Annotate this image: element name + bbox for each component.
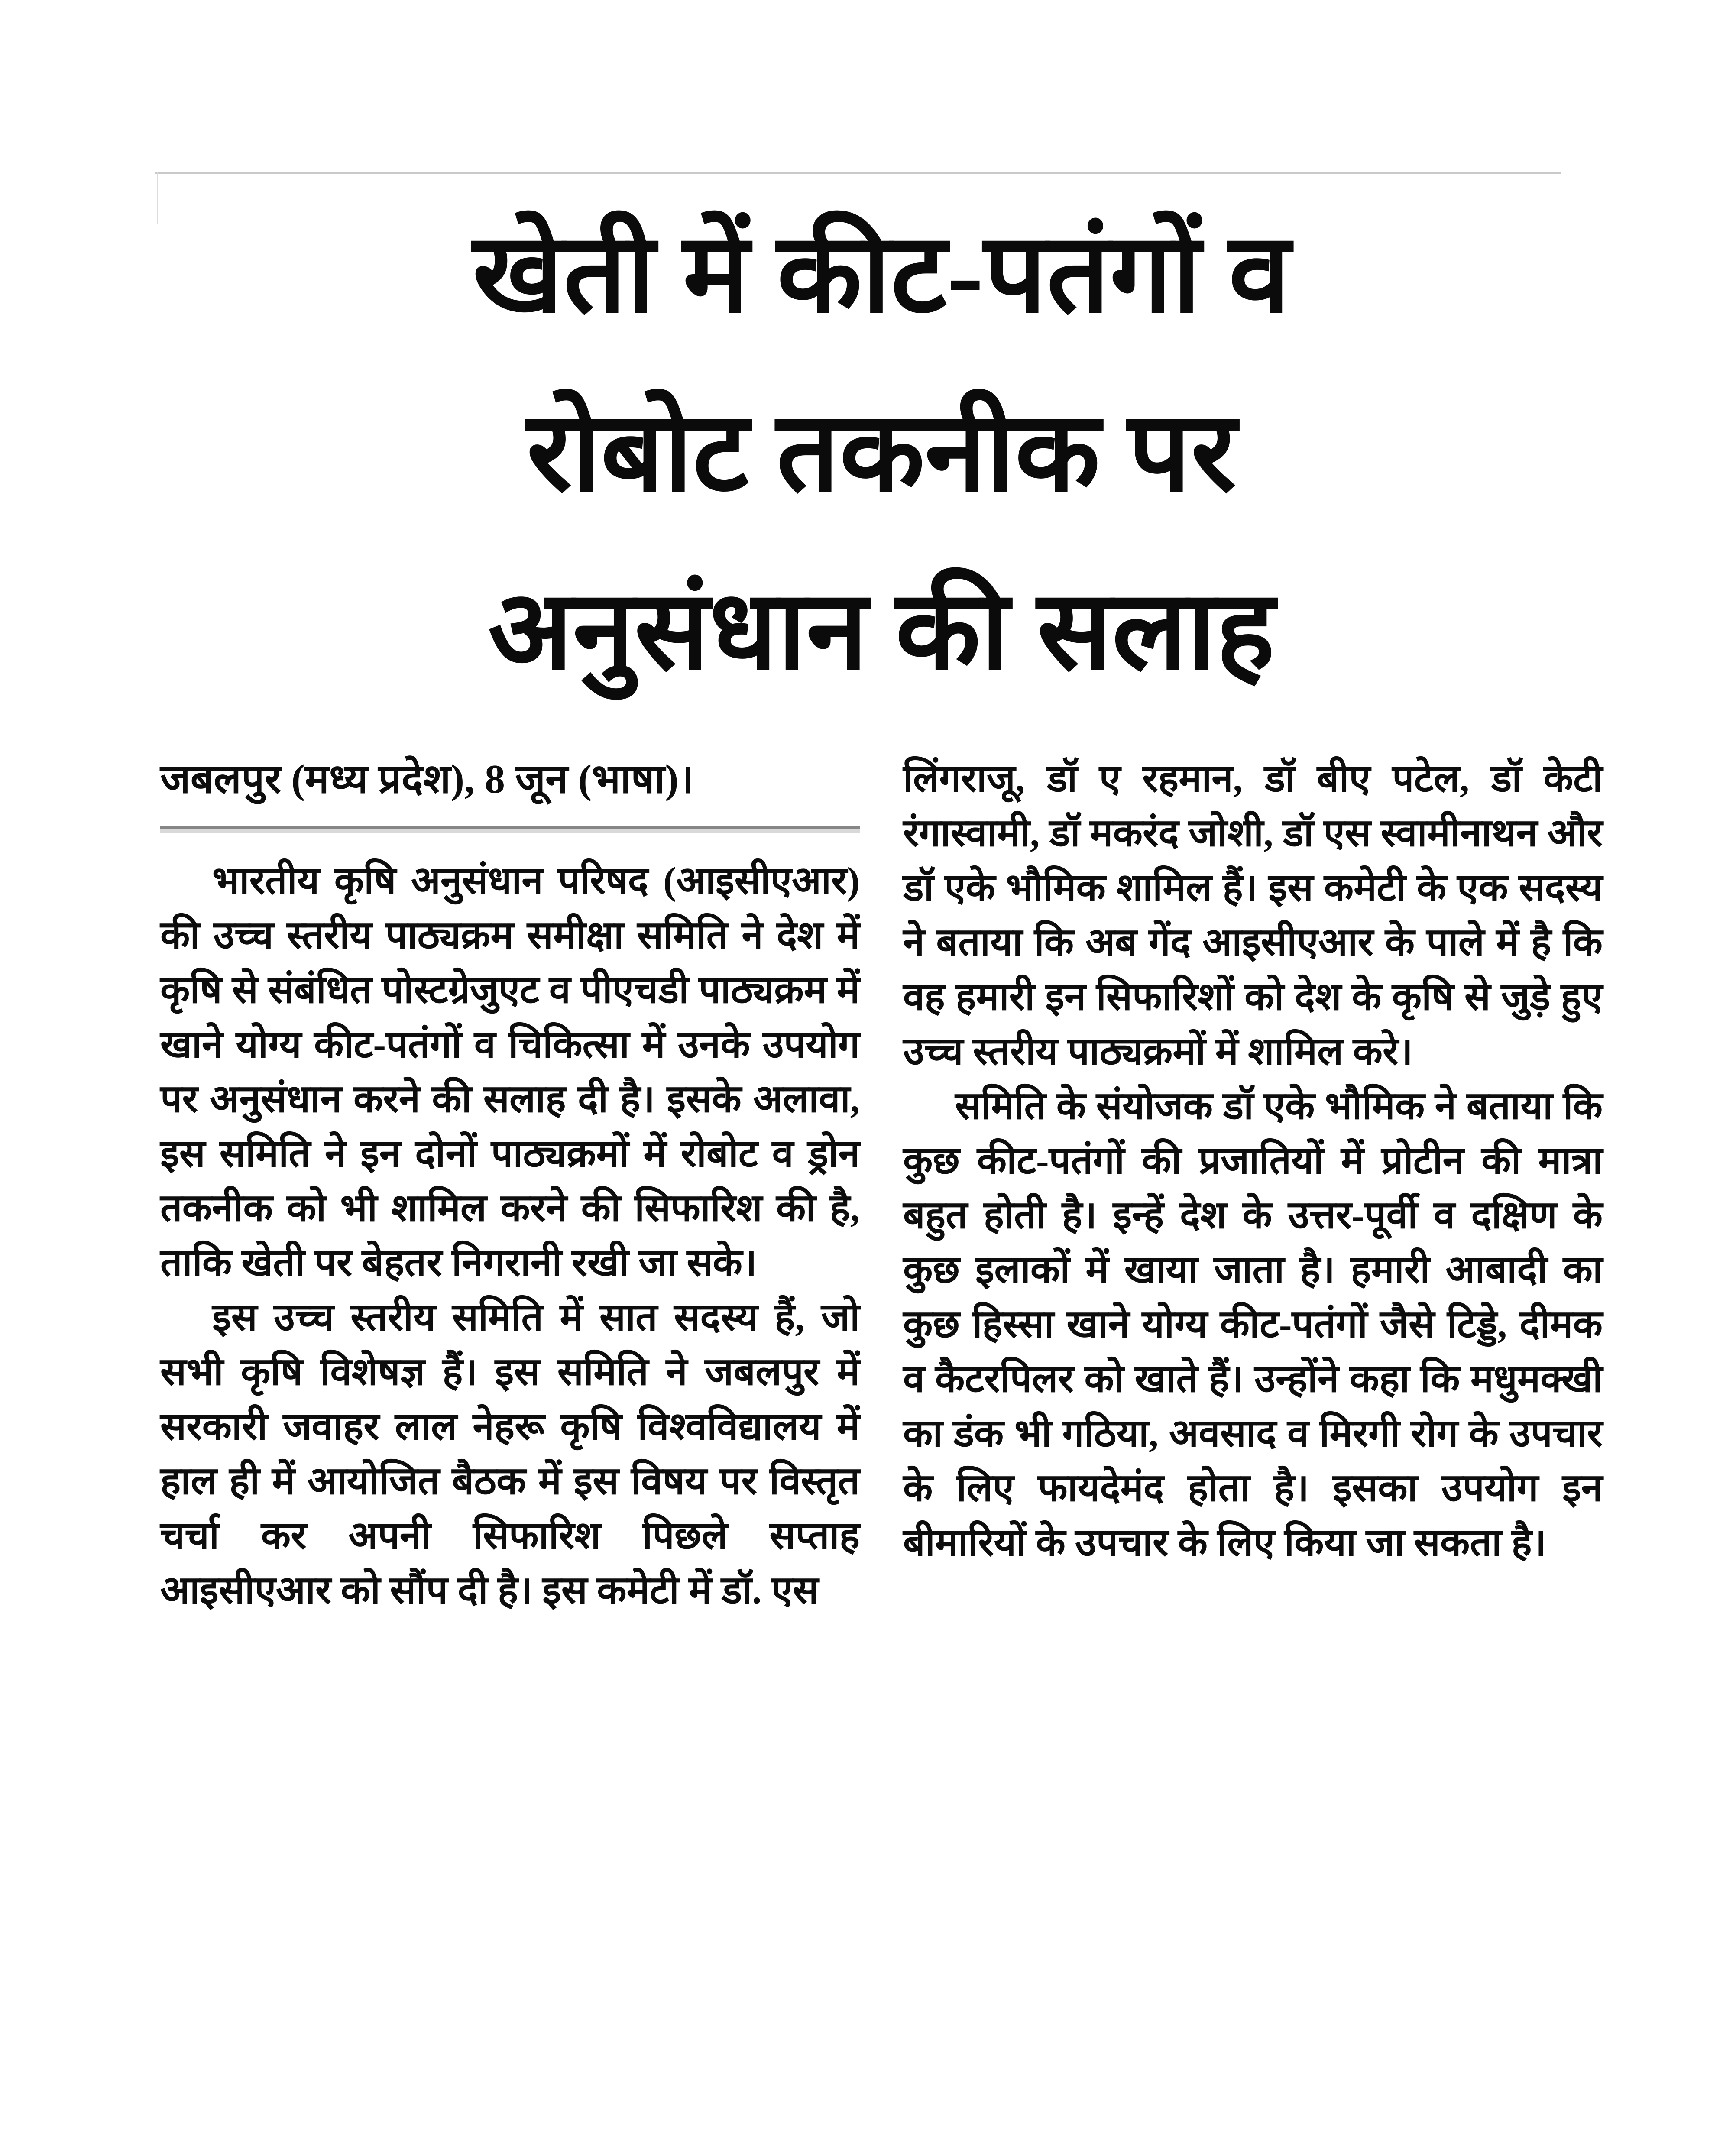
- scan-edge-top-line: [155, 172, 1561, 174]
- headline-line-3: अनुसंधान की सलाह: [488, 570, 1275, 693]
- right-paragraph-1: लिंगराजू, डॉ ए रहमान, डॉ बीए पटेल, डॉ केटी रंगास्वामी, डॉ मकरंद जोशी, डॉ एस स्वामीनाथन और डॉ एके भौमिक शामिल हैं। इस कमेटी के एक सदस्य ने बताया कि अब गेंद आइसीएआर के पाले में है कि वह हमारी इन सिफारिशों को देश के कृषि से जुड़े हुए उच्च स्तरीय पाठ्यक्रमों में शामिल करे।: [903, 758, 1603, 1073]
- article-columns: [160, 752, 1603, 1618]
- dateline: जबलपुर (मध्य प्रदेश), 8 जून (भाषा)।: [160, 757, 694, 802]
- article-headline: [160, 185, 1603, 721]
- column-right: [903, 752, 1603, 1618]
- dateline-separator-rule: [160, 826, 860, 833]
- left-paragraph-1: भारतीय कृषि अनुसंधान परिषद (आइसीएआर) की उच्च स्तरीय पाठ्यक्रम समीक्षा समिति ने देश में कृषि से संबंधित पोस्टग्रेजुएट व पीएचडी पाठ्यक्रम में खाने योग्य कीट-पतंगों व चिकित्सा में उनके उपयोग पर अनुसंधान करने की सलाह दी है। इसके अलावा, इस समिति ने इन दोनों पाठ्यक्रमों में रोबोट व ड्रोन तकनीक को भी शामिल करने की सिफारिश की है, ताकि खेती पर बेहतर निगरानी रखी जा सके।: [160, 860, 860, 1284]
- left-paragraph-2: इस उच्च स्तरीय समिति में सात सदस्य हैं, जो सभी कृषि विशेषज्ञ हैं। इस समिति ने जबलपुर में सरकारी जवाहर लाल नेहरू कृषि विश्वविद्यालय में हाल ही में आयोजित बैठक में इस विषय पर विस्तृत चर्चा कर अपनी सिफारिश पिछले सप्ताह आइसीएआर को सौंप दी है। इस कमेटी में डॉ. एस: [160, 1296, 860, 1612]
- headline-line-1: खेती में कीट-पतंगों व: [472, 213, 1290, 336]
- column-left: [160, 752, 860, 1618]
- right-paragraph-2: समिति के संयोजक डॉ एके भौमिक ने बताया कि कुछ कीट-पतंगों की प्रजातियों में प्रोटीन की मात्रा बहुत होती है। इन्हें देश के उत्तर-पूर्वी व दक्षिण के कुछ इलाकों में खाया जाता है। हमारी आबादी का कुछ हिस्सा खाने योग्य कीट-पतंगों जैसे टिड्डे, दीमक व कैटरपिलर को खाते हैं। उन्होंने कहा कि मधुमक्खी का डंक भी गठिया, अवसाद व मिरगी रोग के उपचार के लिए फायदेमंद होता है। इसका उपयोग इन बीमारियों के उपचार के लिए किया जा सकता है।: [903, 1085, 1603, 1564]
- headline-line-2: रोबोट तकनीक पर: [526, 392, 1237, 514]
- scan-edge-left-line: [157, 172, 158, 224]
